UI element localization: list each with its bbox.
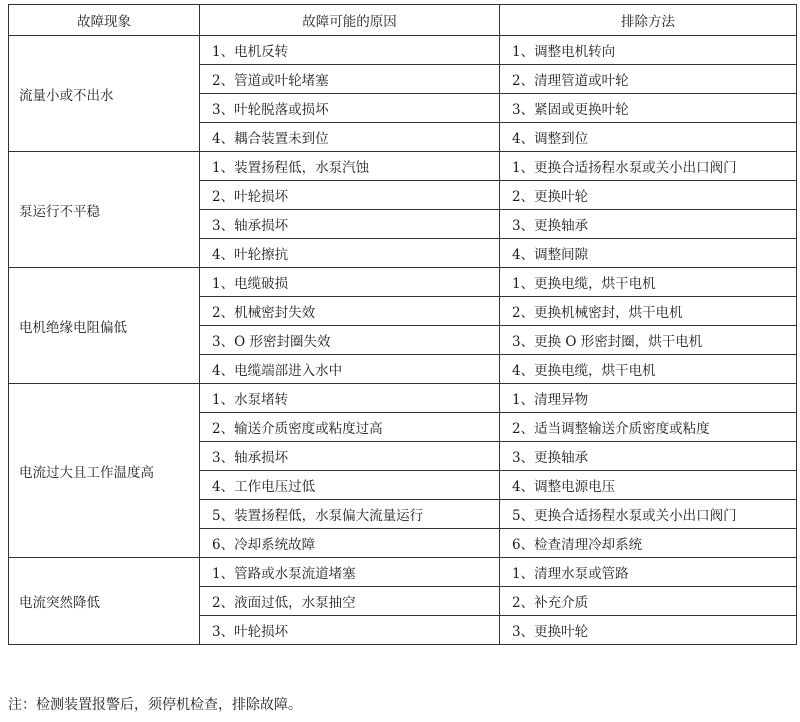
cause-cell: 4、工作电压过低 <box>200 471 500 500</box>
cause-cell: 3、O 形密封圈失效 <box>200 326 500 355</box>
footnote: 注：检测装置报警后，须停机检查，排除故障。 <box>8 697 302 713</box>
header-cause: 故障可能的原因 <box>200 5 500 36</box>
symptom-cell: 电流突然降低 <box>9 558 200 645</box>
cause-cell: 2、管道或叶轮堵塞 <box>200 65 500 94</box>
remedy-cell: 2、更换机械密封，烘干电机 <box>500 297 797 326</box>
symptom-cell: 电流过大且工作温度高 <box>9 384 200 558</box>
remedy-cell: 1、调整电机转向 <box>500 36 797 65</box>
table-header-row <box>9 5 797 36</box>
remedy-cell: 3、更换叶轮 <box>500 616 797 645</box>
cause-cell: 5、装置扬程低，水泵偏大流量运行 <box>200 500 500 529</box>
cause-cell: 6、冷却系统故障 <box>200 529 500 558</box>
cause-cell: 3、叶轮脱落或损坏 <box>200 94 500 123</box>
remedy-cell: 1、更换合适扬程水泵或关小出口阀门 <box>500 152 797 181</box>
remedy-cell: 6、检查清理冷却系统 <box>500 529 797 558</box>
remedy-cell: 3、更换 O 形密封圈，烘干电机 <box>500 326 797 355</box>
cause-cell: 2、机械密封失效 <box>200 297 500 326</box>
cause-cell: 1、水泵堵转 <box>200 384 500 413</box>
table-row <box>9 384 797 413</box>
remedy-cell: 2、更换叶轮 <box>500 181 797 210</box>
remedy-cell: 3、紧固或更换叶轮 <box>500 94 797 123</box>
table-row <box>9 152 797 181</box>
remedy-cell: 4、更换电缆，烘干电机 <box>500 355 797 384</box>
cause-cell: 4、耦合装置未到位 <box>200 123 500 152</box>
symptom-cell: 电机绝缘电阻偏低 <box>9 268 200 384</box>
remedy-cell: 3、更换轴承 <box>500 210 797 239</box>
cause-cell: 1、电机反转 <box>200 36 500 65</box>
remedy-cell: 2、补充介质 <box>500 587 797 616</box>
remedy-cell: 2、适当调整输送介质密度或粘度 <box>500 413 797 442</box>
header-remedy: 排除方法 <box>500 5 797 36</box>
table-row <box>9 36 797 65</box>
remedy-cell: 1、更换电缆，烘干电机 <box>500 268 797 297</box>
remedy-cell: 4、调整间隙 <box>500 239 797 268</box>
cause-cell: 2、液面过低，水泵抽空 <box>200 587 500 616</box>
table-row <box>9 558 797 587</box>
cause-cell: 3、叶轮损坏 <box>200 616 500 645</box>
remedy-cell: 4、调整到位 <box>500 123 797 152</box>
remedy-cell: 3、更换轴承 <box>500 442 797 471</box>
cause-cell: 4、电缆端部进入水中 <box>200 355 500 384</box>
table-row <box>9 268 797 297</box>
remedy-cell: 4、调整电源电压 <box>500 471 797 500</box>
remedy-cell: 2、清理管道或叶轮 <box>500 65 797 94</box>
cause-cell: 1、电缆破损 <box>200 268 500 297</box>
cause-cell: 1、管路或水泵流道堵塞 <box>200 558 500 587</box>
fault-table <box>8 4 797 645</box>
symptom-cell: 流量小或不出水 <box>9 36 200 152</box>
remedy-cell: 5、更换合适扬程水泵或关小出口阀门 <box>500 500 797 529</box>
remedy-cell: 1、清理异物 <box>500 384 797 413</box>
cause-cell: 3、轴承损坏 <box>200 442 500 471</box>
cause-cell: 2、输送介质密度或粘度过高 <box>200 413 500 442</box>
symptom-cell: 泵运行不平稳 <box>9 152 200 268</box>
cause-cell: 1、装置扬程低，水泵汽蚀 <box>200 152 500 181</box>
cause-cell: 4、叶轮擦抗 <box>200 239 500 268</box>
remedy-cell: 1、清理水泵或管路 <box>500 558 797 587</box>
cause-cell: 3、轴承损坏 <box>200 210 500 239</box>
cause-cell: 2、叶轮损坏 <box>200 181 500 210</box>
header-symptom: 故障现象 <box>9 5 200 36</box>
